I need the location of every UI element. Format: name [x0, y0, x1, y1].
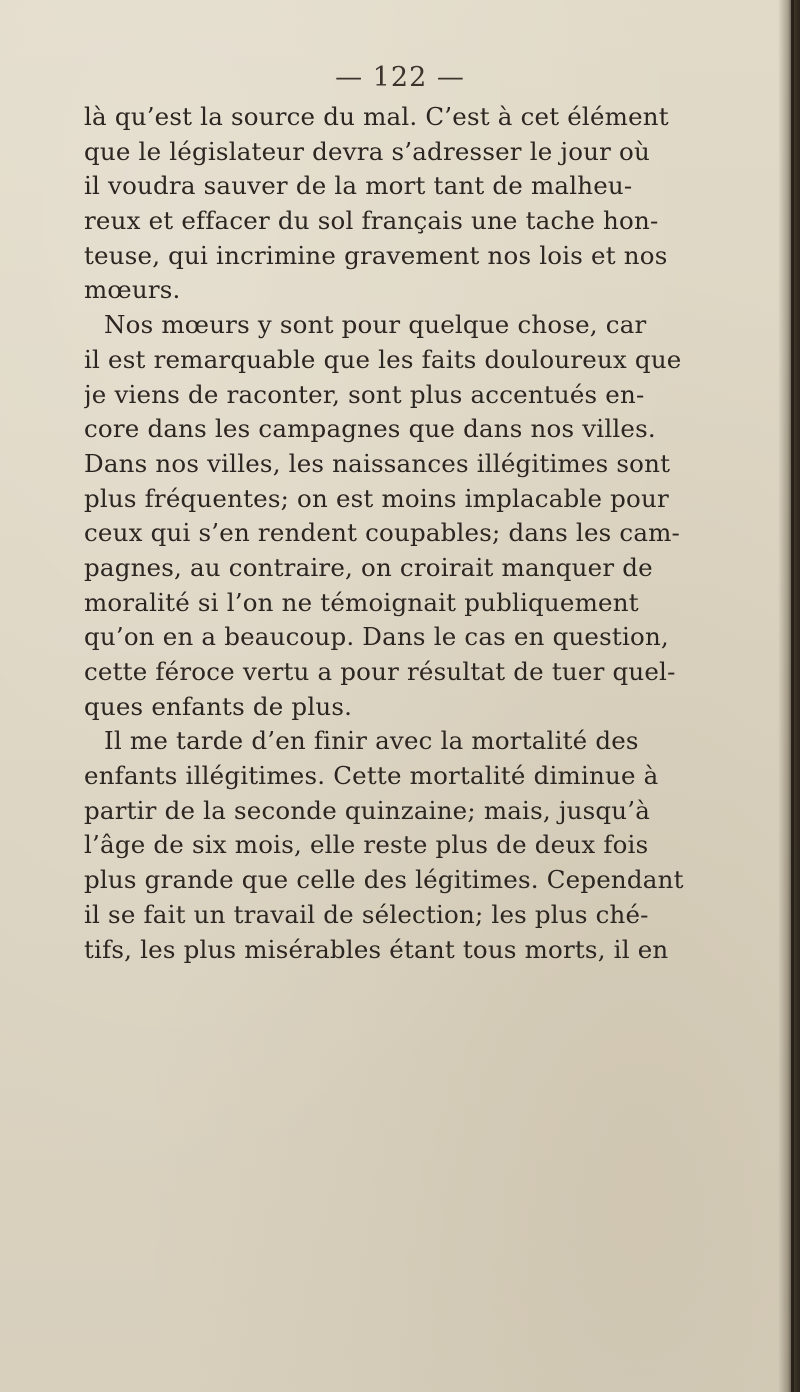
- text-line: je viens de raconter, sont plus accentués en-: [84, 379, 645, 409]
- paragraph-start-line: Nos mœurs y sont pour quelque chose, car: [104, 310, 647, 340]
- page-number: — 122 —: [335, 62, 465, 93]
- text-line: pagnes, au contraire, on croirait manquer de: [84, 552, 653, 582]
- text-line: mœurs.: [84, 275, 181, 305]
- text-line: l’âge de six mois, elle reste plus de deux fois: [84, 830, 649, 860]
- text-line: enfants illégitimes. Cette mortalité diminue à: [84, 761, 659, 791]
- text-line: Dans nos villes, les naissances illégitimes sont: [84, 448, 671, 478]
- text-line: qu’on en a beaucoup. Dans le cas en question,: [84, 622, 669, 652]
- text-line: plus grande que celle des légitimes. Cependant: [84, 865, 684, 895]
- text-line: teuse, qui incrimine gravement nos lois et nos: [84, 240, 668, 270]
- text-line: il voudra sauver de la mort tant de malheu-: [84, 171, 633, 201]
- text-line: reux et effacer du sol français une tache hon-: [84, 206, 659, 236]
- text-line: cette féroce vertu a pour résultat de tuer quel-: [84, 657, 676, 686]
- text-line: plus fréquentes; on est moins implacable pour: [84, 483, 669, 513]
- body-text: [84, 100, 800, 967]
- text-line: tifs, les plus misérables étant tous morts, il en: [84, 934, 669, 964]
- page-edge: [791, 0, 794, 1392]
- text-line: ceux qui s’en rendent coupables; dans les cam-: [84, 518, 681, 548]
- text-line: il se fait un travail de sélection; les plus ché-: [84, 899, 649, 929]
- text-line: core dans les campagnes que dans nos villes.: [84, 414, 656, 444]
- binding-gutter-shadow: [778, 0, 800, 1392]
- paragraph-start-line: Il me tarde d’en finir avec la mortalité des: [104, 726, 639, 756]
- text-line: que le législateur devra s’adresser le jour où: [84, 136, 650, 166]
- text-line: ques enfants de plus.: [84, 691, 353, 721]
- text-line: partir de la seconde quinzaine; mais, jusqu’à: [84, 795, 651, 825]
- text-line: là qu’est la source du mal. C’est à cet élément: [84, 102, 669, 131]
- text-line: moralité si l’on ne témoignait publiquement: [84, 587, 639, 617]
- text-line: il est remarquable que les faits douloureux que: [84, 344, 682, 374]
